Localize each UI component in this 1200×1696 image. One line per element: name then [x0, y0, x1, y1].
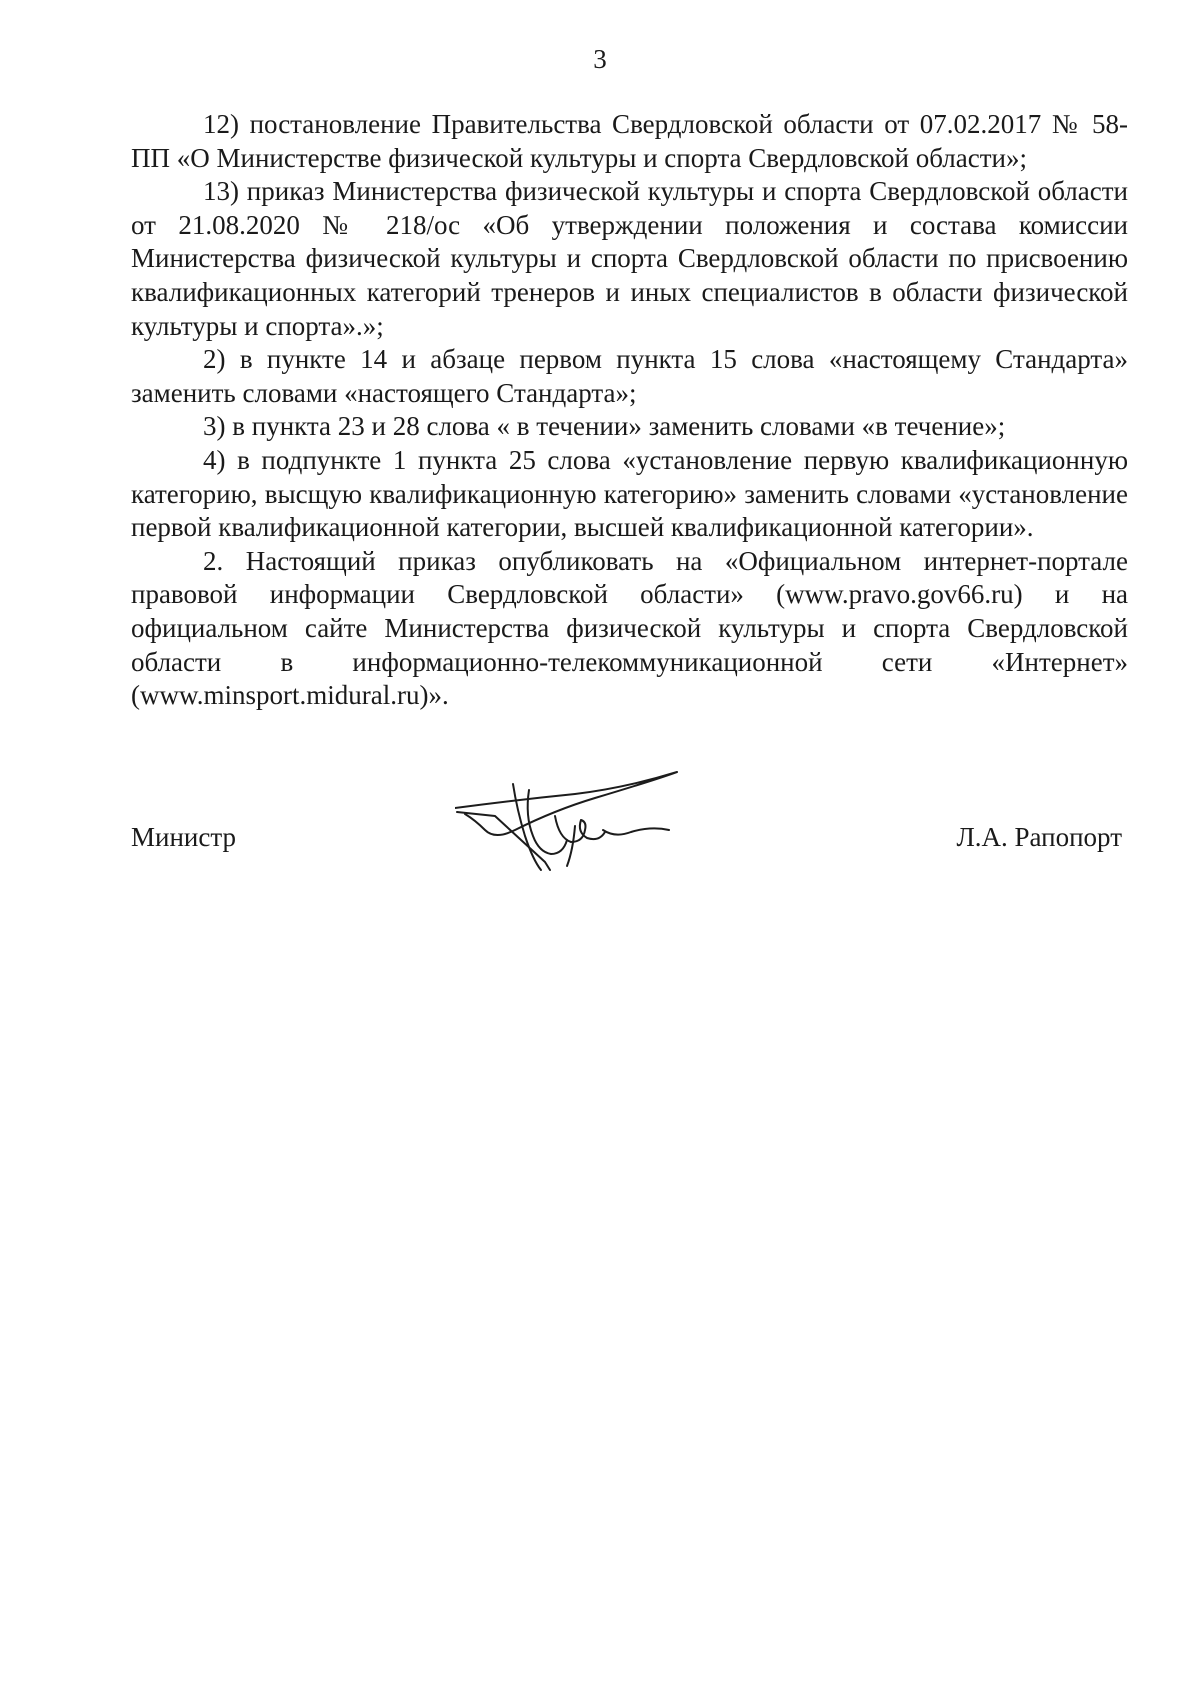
signature-block — [131, 820, 1128, 860]
document-body — [131, 108, 1128, 713]
paragraph-amendment-3: 3) в пункта 23 и 28 слова « в течении» заменить словами «в течение»; — [203, 411, 1006, 442]
paragraph-item-13: 13) приказ Министерства физической культуры и спорта Свердловской области от 21.08.2020 № 218/ос «Об утверждении положения и состава комиссии Министерства физической культуры и спорта Свердловской области по присвоению квалификационных категорий тренеров и иных специалистов в области физической культуры и спорта».»; — [131, 176, 1128, 341]
paragraph-publication: 2. Настоящий приказ опубликовать на «Официальном интернет-портале правовой информации Свердловской области» (www.pravo.gov66.ru) и на официальном сайте Министерства физической культуры и спорта Свердловской области в информационно-телекоммуникационной сети «Интернет» (www.minsport.midural.ru)». — [131, 545, 1128, 711]
page-number: 3 — [593, 44, 607, 74]
paragraph-item-12: 12) постановление Правительства Свердловской области от 07.02.2017 № 58-ПП «О Министерстве физической культуры и спорта Свердловской области»; — [131, 109, 1128, 173]
signatory-position: Министр — [131, 822, 236, 852]
signatory-name: Л.А. Рапопорт — [956, 822, 1122, 852]
paragraph-amendment-4: 4) в подпункте 1 пункта 25 слова «установление первую квалификационную категорию, высщую квалификационную категорию» заменить словами «установление первой квалификационной категории, высшей квалификационной категории». — [131, 444, 1128, 543]
paragraph-amendment-2: 2) в пункте 14 и абзаце первом пункта 15 слова «настоящему Стандарта» заменить словами «настоящего Стандарта»; — [131, 344, 1128, 408]
